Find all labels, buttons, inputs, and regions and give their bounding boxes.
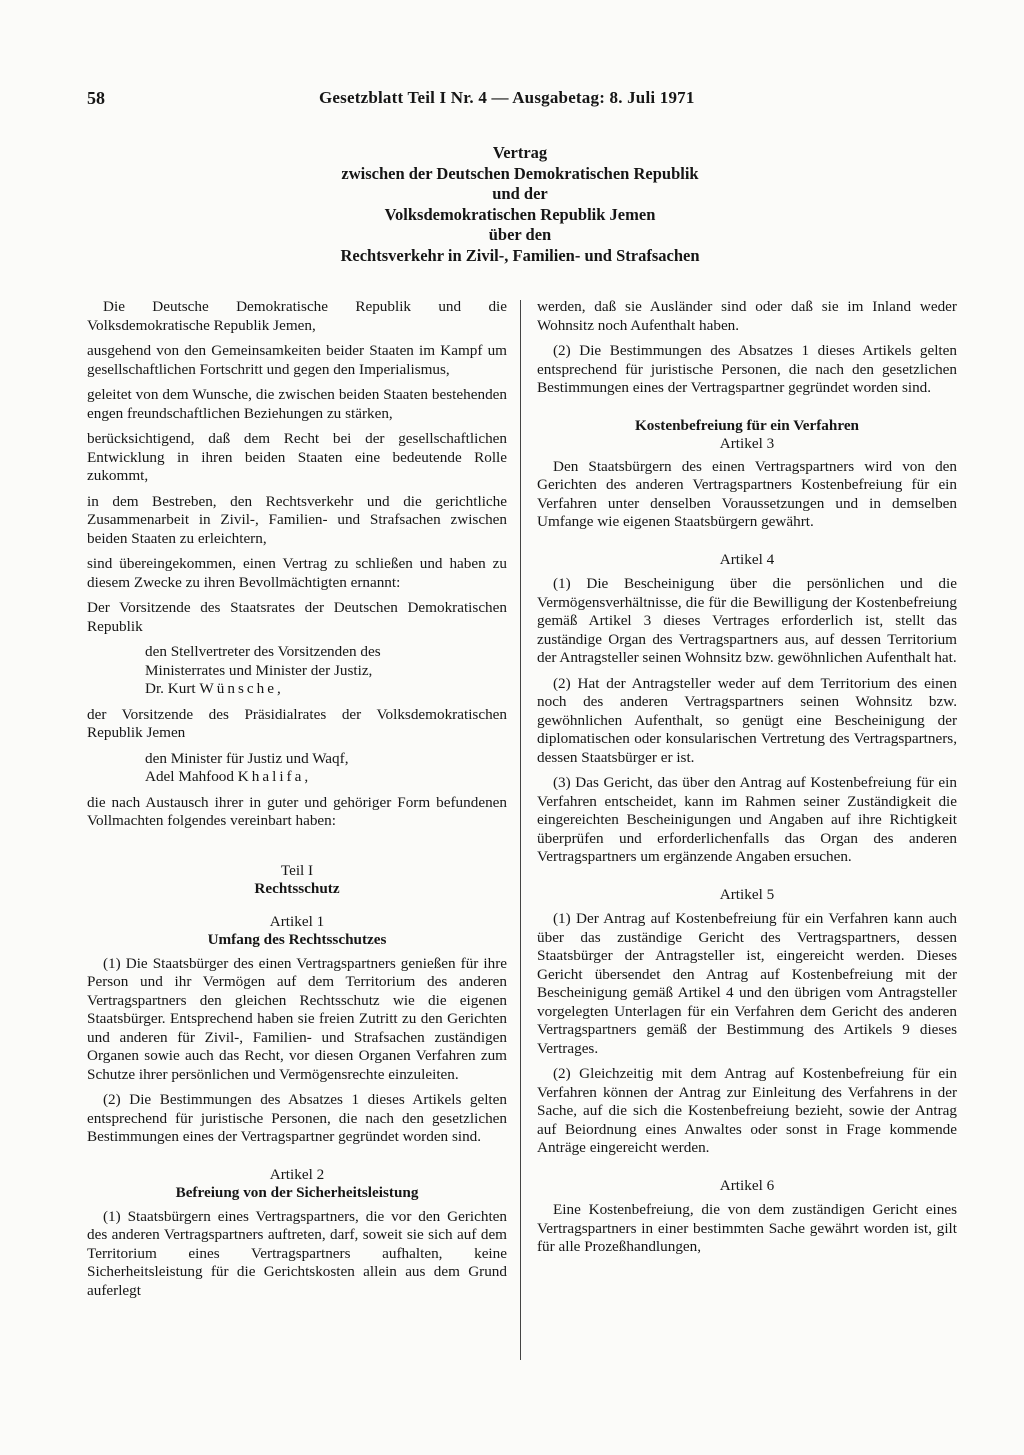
title-line: zwischen der Deutschen Demokratischen Republik [341,163,699,183]
article-heading: Artikel 3 [719,435,775,452]
preamble-paragraph: in dem Bestreben, den Rechtsverkehr und die gerichtliche Zusammenarbeit in Zivil-, Familien- und Strafsachen zwischen beiden Staaten zu erleichtern, [87,492,507,547]
title-line: Vertrag [492,143,548,162]
ddr-rep-name: Wünsche [199,680,277,697]
title-line: Volksdemokratischen Republik Jemen [384,204,656,224]
preamble-paragraph: Die Deutsche Demokratische Republik und die Volksdemokratische Republik Jemen, [87,298,507,334]
article-title: Umfang des Rechtsschutzes [207,931,387,948]
yemen-representative [87,750,507,787]
preamble-paragraph: berücksichtigend, daß dem Recht bei der gesellschaftlichen Entwicklung in ihren beiden Staaten eine bedeutende Rolle zukommt, [87,430,507,484]
ddr-representative [87,643,507,699]
preamble-paragraph: geleitet von dem Wunsche, die zwischen beiden Staaten bestehenden engen freundschaftlichen Beziehungen zu stärken, [87,386,507,422]
ye-rep-suffix: , [304,768,309,785]
column-divider [520,300,521,1360]
title-line: über den [488,225,552,244]
article-heading: Artikel 5 [719,885,775,903]
right-column [537,298,957,1264]
part-title: Rechtsschutz [254,880,340,897]
article-heading: Artikel 4 [719,550,775,568]
ddr-rep-suffix: , [276,680,281,697]
article-heading: Artikel 1 [269,912,325,930]
part-heading: Teil I [280,861,314,879]
title-line: und der [492,184,548,203]
preamble-paragraph: ausgehend von den Gemeinsamkeiten beider Staaten im Kampf um gesellschaftlichen Fortschritt und gegen den Imperialismus, [87,342,507,378]
ye-rep-name: Khalifa [237,768,305,785]
page-number: 58 [87,88,105,108]
article-paragraph: Eine Kostenbefreiung, die von dem zuständigen Gericht eines Vertragspartners in einer bestimmten Sache gewährt worden ist, gilt für alle Prozeßhandlungen, [537,1201,957,1255]
closing-paragraph: die nach Austausch ihrer in guter und gehöriger Form befundenen Vollmachten folgendes vereinbart haben: [87,793,507,829]
preamble-paragraph: sind übereingekommen, einen Vertrag zu schließen und haben zu diesem Zwecke zu ihren Bevollmächtigten ernannt: [87,555,507,591]
running-title: Gesetzblatt Teil I Nr. 4 — Ausgabetag: 8. Juli 1971 [319,88,695,107]
ddr-chair: Der Vorsitzende des Staatsrates der Deutschen Demokratischen Republik [87,599,507,635]
article-paragraph: (2) Die Bestimmungen des Absatzes 1 dieses Artikels gelten entsprechend für juristische Personen, die nach den gesetzlichen Bestimmungen eines der Vertragspartner gegründet worden sind. [87,1091,507,1145]
ye-rep-line: den Minister für Justiz und Waqf, [145,749,349,767]
article-paragraph: (2) Hat der Antragsteller weder auf dem Territorium des einen noch des anderen Vertragspartners seinen Wohnsitz bzw. gewöhnlichen Aufenthalt, so genügt eine Bescheinigung der diplomatischen oder konsularischen Vertretung des Vertragspartners, dessen Staatsbürger er ist. [537,674,957,766]
yemen-chair: der Vorsitzende des Präsidialrates der Volksdemokratischen Republik Jemen [87,705,507,741]
article-paragraph: (1) Die Staatsbürger des einen Vertragspartners genießen für ihre Person und ihr Vermögen auf dem Territorium des anderen Vertragspartners den gleichen Rechtsschutz wie die eigenen Staatsbürger. Entsprechend haben sie freien Zutritt zu den Gerichten und anderen für Zivil-, Familien- und Strafsachen zuständigen Organen sowie auch das Recht, vor diesen Organen Verfahren zum Schutze ihrer persönlichen und Vermögensrechte einzuleiten. [87,954,507,1083]
article-paragraph: werden, daß sie Ausländer sind oder daß sie im Inland weder Wohnsitz noch Aufenthalt haben. [537,298,957,334]
article-paragraph: (2) Gleichzeitig mit dem Antrag auf Kostenbefreiung für ein Verfahren können der Antrag zur Einleitung des Verfahrens in der Sache, auf die sich die Kostenbefreiung bezieht, sowie der Antrag auf Beiordnung eines Anwaltes oder sonst in Frage kommende Anträge eingereicht werden. [537,1065,957,1156]
article-paragraph: (1) Staatsbürgern eines Vertragspartners, die vor den Gerichten des anderen Vertragspartners auftreten, darf, soweit sie sich auf dem Territorium eines Vertragspartners aufhalten, keine Sicherheitsleistung für die Gerichtskosten allein aus dem Grund auferlegt [87,1207,507,1299]
ddr-rep-line: den Stellvertreter des Vorsitzenden des [145,643,381,660]
section-title: Kostenbefreiung für ein Verfahren [634,416,860,434]
ddr-rep-line: Ministerrates und Minister der Justiz, [145,661,373,679]
article-paragraph: (1) Der Antrag auf Kostenbefreiung für ein Verfahren kann auch über das zuständige Gericht des Vertragspartners, dessen Staatsbürger der Antragsteller ist, eingereicht werden. Dieses Gericht übersendet den Antrag auf Kostenbefreiung mit der Bescheinigung gemäß Artikel 4 und den übrigen vom Antragsteller vorgelegten Unterlagen für ein Verfahren dem Gericht des anderen Vertragspartners gemäß der Bestimmung des Artikels 9 dieses Vertrages. [537,910,957,1057]
ddr-rep-prefix: Dr. Kurt [145,680,200,697]
article-title: Befreiung von der Sicherheitsleistung [175,1184,419,1201]
article-paragraph: (3) Das Gericht, das über den Antrag auf Kostenbefreiung für ein Verfahren entscheidet, kann im Rahmen seiner Zuständigkeit die eingereichten Bescheinigungen und Angaben auf ihre Richtigkeit überprüfen und erforderlichenfalls das Organ des anderen Vertragspartners um ergänzende Angaben ersuchen. [537,774,957,865]
article-paragraph: (1) Die Bescheinigung über die persönlichen und die Vermögensverhältnisse, die für die Bewilligung der Kostenbefreiung gemäß Artikel 3 dieses Vertrages erforderlich ist, stellt das zuständige Organ des Vertragspartners aus, auf dessen Territorium der Antragsteller seinen Wohnsitz bzw. gewöhnlichen Aufenthalt hat. [537,575,957,666]
article-paragraph: (2) Die Bestimmungen des Absatzes 1 dieses Artikels gelten entsprechend für juristische Personen, die nach den gesetzlichen Bestimmungen eines der Vertragspartner gegründet worden sind. [537,342,957,396]
document-title [160,143,880,266]
ye-rep-prefix: Adel Mahfood [145,768,238,785]
left-column [87,298,507,1307]
page-header [87,88,937,114]
article-paragraph: Den Staatsbürgern des einen Vertragspartners wird von den Gerichten des anderen Vertragspartners Kostenbefreiung für ein Verfahren unter denselben Voraussetzungen und in demselben Umfange wie eigenen Staatsbürgern gewährt. [537,457,957,530]
article-heading: Artikel 2 [269,1165,325,1183]
title-line: Rechtsverkehr in Zivil-, Familien- und Strafsachen [340,245,700,265]
article-heading: Artikel 6 [719,1176,775,1194]
